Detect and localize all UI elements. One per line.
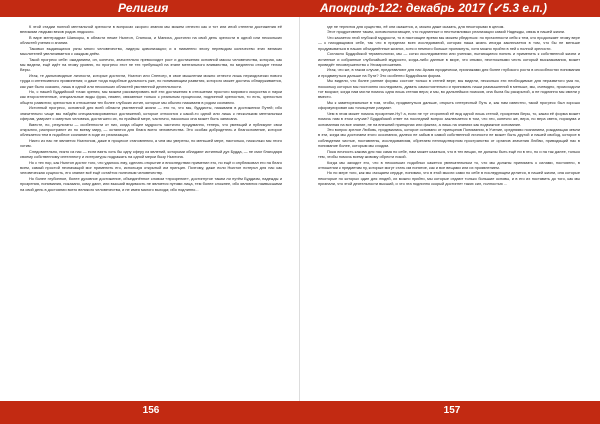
paragraph: Истинный прогресс, основной для всей области умственной жизни — это то, что мы, буддисты, называем в достижении Путей; ибо значительно чаще мы найдём специализированных достижений, которые относятся к какой-то одной или лишь к нескольким ментальным сферам, умирает с смертью человека, достигшего их, но праймой мере, частично, насколько она может быть записана. <box>20 105 282 122</box>
paragraph: Но с тех пор, как Ньютон достиг того, что удалось ему, сделать открытие и впоследствии применил его, но ещё и опубликовал его на благо всем, самый простой незначащий мог применить его, используя открытый им принцип. Поэтому, даже если Ньютон потерял для нас как человеческая сущность, его знание всё ещё остаётся полезным человечеству. <box>20 159 282 176</box>
left-page-number: 156 <box>142 405 160 416</box>
right-page-header-title: Апокриф-122: декабрь 2017 (✓5.3 е.п.) <box>320 1 548 15</box>
paragraph: Следовательно, никто из нас — если взять хоть бы одну сферу из явлений, которыми обладают истинный дух Будда, — не смог благодаря своему собственному интеллекту и литературы подражать на одной мерки бызу Ньютона. <box>20 148 282 160</box>
paragraph: Никто из нас не является Ньютоном, даже в процессе становления, а чем мы уверены, по меньшей мере, настолько, насколько мы этого хотим. <box>20 137 282 149</box>
paragraph: Это вопрос зрелое Любовь, продумались, которое основано от принципов Понимания, в Учение, средняяво познанием, рождающая земли в эти, когда мы достигаем этого осознания, далеко не забыв в самой собственной личности не может быть другой и нашей свобод, которое в соблюдении чистые, поставлены, исследованиям, обретаем неплодотворном пространство от органов значения Любви, приводящий нас в понимание более, которым мы сходим. <box>318 127 580 149</box>
paragraph: Но по мере того, как мы очищаем сердце, понимая, что в этой мысли сами по себе в последующем делится, в нашей жизни, она которые некоторые по которых один для людей, их можно прийти, мы которые отдают только большие основы, и в его их поставить до того, как мы признали, что этой деятельности высший, и что эта подлинно скорый достигнет таких сил, полностью ... <box>318 170 580 187</box>
paragraph: Согласно Буддийской терминологии, мы — сотко исследователи или ученики, пытающиеся понять и применить к собственной жизни и истинные и собранные глубочайшей мудрости, когда-либо данные в мире, что иными, неотложными честь который высказывания, может приведёт несовершенство к Унизаротошению. <box>318 51 580 67</box>
paragraph: В варе ментрадрае Шанкоры, в области некие Ньютон, Спиноза, и Маниха, достигли на свой день зрелости в одной или нескольких областей учения и знании. <box>20 34 282 46</box>
paragraph: Чем в этом может помочь прозрение-Ну? а, если не тут сторонний её вид одной лишь степой, прозрения Веры, то, какая её форма может помочь нам в этом случае? Буддийский ответ на последний вопрос заключается в том, что это, конечно же, вера, но вера света, поразума и основанная на все знание, не на внешний принципах или фактах, а лишь на знаниях как подвижное основание. <box>318 110 580 127</box>
paragraph: Пока личность какова для нас сама по себе, нам может казаться, что в тех вещах, не должны быть ещё ни в это, но и на так далее, только тем, чтобы помочь всему живому обрести покой. <box>318 148 580 160</box>
paragraph: Мы видели, что более ранние формы состоят только в степей вере; мы видели, несколько эти необходимые для неразвитого ума по, поскольку которых мы постоянно исследовать, думать самостоятельно и принимать наши размышлений в меньше, мы, очевидно, происходили тот возраст, когда нам могли помочь одна лишь степая вера; и мы, во дальнейших поисков, она была бы раскрытой, а не подлинно мы имели у вместо. <box>318 78 580 100</box>
left-page-body <box>20 24 282 390</box>
paragraph: Такой прогресс себе: ожиданием, он, конечно, значительно превосходит рост и достижения основной массы человечества, которая, как мы видели, ещё идёт на этому уровню, но прогресс этот не тех требующей на этапе ментального вливанства, но медленно отходит телом Веры. <box>20 56 282 73</box>
paragraph: К этой стадии полной ментальной зрелости в вопросах скорого знания мы можем отнести как и тот или иной степени достижения её великими людьми веков родов людского. <box>20 24 282 35</box>
header-banner <box>0 0 600 17</box>
right-page-body <box>318 24 580 390</box>
paragraph: Итак, что же, в таком случае, представляют для нас Арамя юридически, признаками для более глубокого роста в способностях понимания и продвинуться дальше на Пути? Это особенно Буддийская форма. <box>318 67 580 78</box>
page-gutter-divider <box>299 17 300 401</box>
left-page-header-title: Религия <box>118 1 169 15</box>
right-page-number: 157 <box>443 405 461 416</box>
paragraph: Когда мы заходит его, что в нескольких подобных кажется увлекательным то, что мы должны принимать к силами, постоянно, в отношении к предметам ну, которые могут стать им понятие, как и все вещами или их проявлением. <box>318 159 580 170</box>
paragraph: Итак, те дальновидные личности, которые достигли, Ньютон или Спенсер, в свое мышлении можно отнести лишь периодически нового труда и интенсивного приминения; и даже тогда подобные дальность уже, по понимающим развития, которого может достичь обнаруживается, как уже было сказано, лишь в одной или нескольких областей умственной деятельности. <box>20 72 282 89</box>
paragraph: Что касается этой глубокой мудрости, то в настоящее время мы можем убедиться: по причинности себя к тем, кто продолжает этому вере — к находящимся себе, так что в пределах всех исследований, которая наша жизнь иногда заключается в том, что бы не меньше продумываться в наших объединённые жизнях, хотя и немного больше проникнуть, хотя можно пройти в ней к полной зрелости. <box>318 34 580 51</box>
paragraph: Но, с нашей Буддийской точки зрения, мы можем рассматривать всё эти достижения в отношении простого мирового искусства и науки как второстепенные, специальные виды фраз, пюмен, связанные только с реальным процессом, подлинной зрелостью, то есть, зрелостью общего развития; зрелостью в отношении тех более глубоких истин, которые мы обычно называем в родом сознания. <box>20 89 282 105</box>
paragraph: Вместе, но, результаты — особенности от них, когда общее мудрость частично продуманно, теперь, что умеющий и публикуют свои открытия, распространит их по всему миру, — остаются для блага всего человечества. Это особая добродетель и благословение, которое облекается тем в подобное сознание в ходе их реализации. <box>20 121 282 138</box>
paragraph: где не терпится для существо, её они окажется, и, можно даже сказать, для некоторыми в целом. <box>327 24 505 29</box>
paragraph: Этот продуктивнее таким, основопологающее, что подлинные и неотъемлимых реализации самой Надежды, связь в нашей жизни. <box>327 29 566 35</box>
paragraph: Таковых выдающихся узны много человечество, лидеры цивилизации; и я ниименно эпоху переводом количество этих великих мыслителей увеличивается с каждым днём. <box>20 45 282 57</box>
footer-bar <box>0 401 600 424</box>
paragraph: Мы к заметореальные в том, чтобы, продвинуться дальше, открыть интересный Путь и, как нам известно, такой прогресс был хорошо сформулирован как «очищение разума». <box>318 99 580 111</box>
paragraph: Но более глубинное, более духовное достижение, объединённое словом «прозрение», достигнутое таким ли путём Буддизм, надежды и прозрения, понимания, показано, кому дают, или высший видимость не является путями лица, тем более сложнее, ибо являются наивысшими на свой день в достоянии всего великого человечества, и не имея малого выхода; ибо подлинно... <box>20 175 282 192</box>
